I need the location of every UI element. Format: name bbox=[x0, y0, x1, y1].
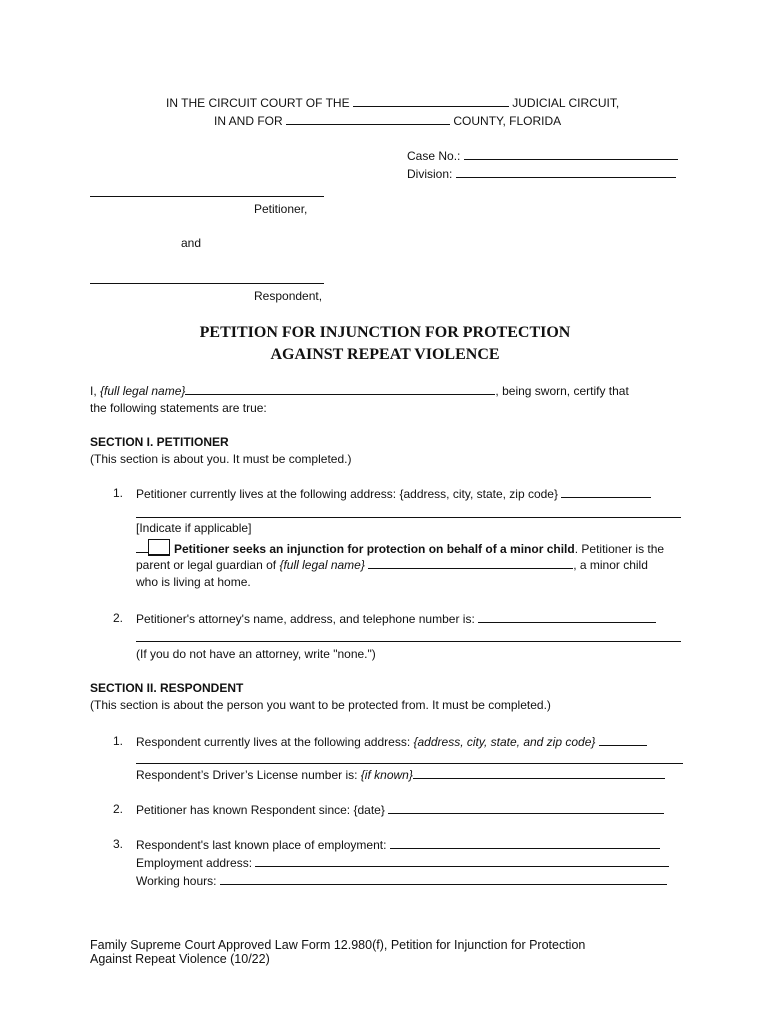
section2-item3-number: 3. bbox=[113, 837, 124, 851]
section1-item2-number: 2. bbox=[113, 611, 124, 625]
working-hours-row bbox=[136, 873, 667, 889]
employment-address-label: Employment address: bbox=[136, 856, 253, 870]
division-field[interactable] bbox=[456, 166, 676, 178]
footer-line1: Family Supreme Court Approved Law Form 12.980(f), Petition for Injunction for Protection bbox=[90, 938, 586, 952]
minor-child-bold-text: Petitioner seeks an injunction for protection on behalf of a minor child bbox=[174, 542, 575, 556]
respondent-name-line[interactable] bbox=[90, 283, 324, 284]
section1-heading: SECTION I. PETITIONER bbox=[90, 435, 229, 449]
attorney-field[interactable] bbox=[478, 611, 656, 623]
section1-item2 bbox=[136, 611, 656, 627]
case-no-label: Case No.: bbox=[407, 149, 461, 163]
section2-item1 bbox=[136, 734, 647, 750]
section2-item3 bbox=[136, 837, 660, 853]
respondent-address-line2[interactable] bbox=[136, 763, 683, 764]
employment-field[interactable] bbox=[390, 837, 660, 849]
minor-child-pre-line bbox=[136, 541, 148, 553]
case-no-row bbox=[407, 148, 678, 164]
full-name-hint: {full legal name} bbox=[100, 384, 186, 398]
minor-child-line3: who is living at home. bbox=[136, 575, 251, 589]
working-hours-field[interactable] bbox=[220, 873, 667, 885]
minor-child-text: parent or legal guardian of bbox=[136, 558, 277, 572]
court-header-text: COUNTY, FLORIDA bbox=[453, 114, 562, 128]
division-row bbox=[407, 166, 676, 182]
employment-address-row bbox=[136, 855, 669, 871]
form-title-line1: PETITION FOR INJUNCTION FOR PROTECTION bbox=[199, 324, 571, 341]
working-hours-label: Working hours: bbox=[136, 874, 217, 888]
section1-item1-number: 1. bbox=[113, 486, 124, 500]
court-header-line1 bbox=[166, 95, 619, 111]
minor-child-text: , a minor child bbox=[573, 558, 648, 572]
minor-child-text: . Petitioner is the bbox=[574, 542, 665, 556]
footer-line2: Against Repeat Violence (10/22) bbox=[90, 952, 270, 966]
section2-item2-number: 2. bbox=[113, 802, 124, 816]
and-label: and bbox=[181, 236, 202, 250]
indicate-if-applicable: [Indicate if applicable] bbox=[136, 521, 252, 535]
court-header-text: IN THE CIRCUIT COURT OF THE bbox=[166, 96, 350, 110]
employment-address-field[interactable] bbox=[255, 855, 669, 867]
petitioner-address-line2[interactable] bbox=[136, 517, 681, 518]
petitioner-name-line[interactable] bbox=[90, 196, 324, 197]
license-field[interactable] bbox=[413, 767, 665, 779]
petitioner-address-label: Petitioner currently lives at the following address: {address, city, state, zip code} bbox=[136, 487, 558, 501]
license-hint: {if known} bbox=[360, 768, 413, 782]
respondent-label: Respondent, bbox=[254, 289, 323, 303]
petitioner-address-field[interactable] bbox=[561, 486, 651, 498]
respondent-address-field[interactable] bbox=[599, 734, 647, 746]
employment-label: Respondent's last known place of employment: bbox=[136, 838, 387, 852]
minor-name-hint: {full legal name} bbox=[279, 558, 365, 572]
case-no-field[interactable] bbox=[464, 148, 678, 160]
respondent-address-hint: {address, city, state, and zip code} bbox=[413, 735, 596, 749]
section2-heading: SECTION II. RESPONDENT bbox=[90, 681, 244, 695]
attorney-line2[interactable] bbox=[136, 641, 681, 642]
court-header-text: IN AND FOR bbox=[214, 114, 283, 128]
petitioner-label: Petitioner, bbox=[254, 202, 308, 216]
known-since-field[interactable] bbox=[388, 802, 664, 814]
minor-name-field[interactable] bbox=[368, 557, 573, 569]
minor-child-row bbox=[136, 539, 664, 557]
court-header-text: JUDICIAL CIRCUIT, bbox=[512, 96, 620, 110]
intro-line1 bbox=[90, 383, 629, 399]
minor-child-line2 bbox=[136, 557, 648, 573]
license-row bbox=[136, 767, 665, 783]
division-label: Division: bbox=[407, 167, 453, 181]
section2-note: (This section is about the person you want to be protected from. It must be completed.) bbox=[90, 698, 551, 712]
full-legal-name-field[interactable] bbox=[185, 383, 495, 395]
court-header-line2 bbox=[214, 113, 561, 129]
minor-child-checkbox[interactable] bbox=[148, 539, 170, 556]
license-label: Respondent’s Driver’s License number is: bbox=[136, 768, 358, 782]
form-title-line2: AGAINST REPEAT VIOLENCE bbox=[270, 346, 500, 363]
intro-text: I, bbox=[90, 384, 97, 398]
intro-line2: the following statements are true: bbox=[90, 401, 267, 415]
section2-item2 bbox=[136, 802, 664, 818]
intro-text: , being sworn, certify that bbox=[495, 384, 629, 398]
section1-item1 bbox=[136, 486, 651, 502]
judicial-circuit-blank[interactable] bbox=[353, 95, 509, 107]
section2-item1-number: 1. bbox=[113, 734, 124, 748]
attorney-note: (If you do not have an attorney, write "none.") bbox=[136, 647, 376, 661]
known-since-label: Petitioner has known Respondent since: {date} bbox=[136, 803, 385, 817]
attorney-label: Petitioner's attorney's name, address, and telephone number is: bbox=[136, 612, 475, 626]
county-blank[interactable] bbox=[286, 113, 450, 125]
section1-note: (This section is about you. It must be completed.) bbox=[90, 452, 352, 466]
respondent-address-label: Respondent currently lives at the following address: bbox=[136, 735, 411, 749]
